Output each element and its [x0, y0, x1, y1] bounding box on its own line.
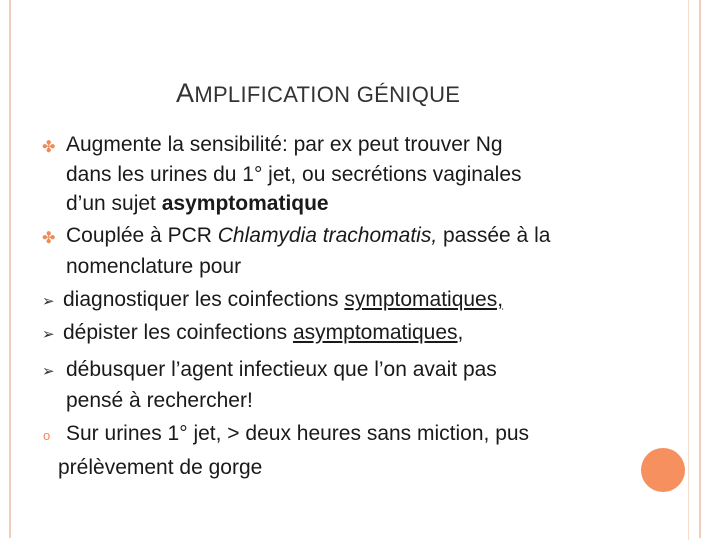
- bullet-icon: ✤: [42, 230, 56, 247]
- item5-line1: débusquer l’agent infectieux que l’on avait pas: [66, 358, 497, 381]
- arrow-bullet-icon: ➢: [42, 293, 55, 310]
- item3-line: diagnostiquer les coinfections symptomatiques,: [63, 288, 504, 311]
- item6-line1: Sur urines 1° jet, > deux heures sans miction, pus: [66, 422, 530, 445]
- bullet-icon: ✤: [42, 139, 56, 156]
- arrow-bullet-icon: ➢: [42, 326, 55, 343]
- item4-line: dépister les coinfections asymptomatiques,: [63, 321, 464, 344]
- item6-line2: prélèvement de gorge: [58, 456, 263, 479]
- item1-line3: d’un sujet asymptomatique: [66, 192, 329, 215]
- circle-bullet-icon: o: [43, 428, 51, 443]
- item2-line2: nomenclature pour: [66, 255, 242, 278]
- item1-line2: dans les urines du 1° jet, ou secrétions vaginales: [66, 163, 522, 186]
- arrow-bullet-icon: ➢: [42, 363, 55, 380]
- item2-line1: Couplée à PCR Chlamydia trachomatis, passée à la: [66, 224, 551, 247]
- item1-line1: Augmente la sensibilité: par ex peut trouver Ng: [66, 133, 503, 156]
- decorative-circle: [641, 448, 685, 492]
- item5-line2: pensé à rechercher!: [66, 389, 253, 412]
- slide-title: AMPLIFICATION GÉNIQUE: [176, 78, 461, 108]
